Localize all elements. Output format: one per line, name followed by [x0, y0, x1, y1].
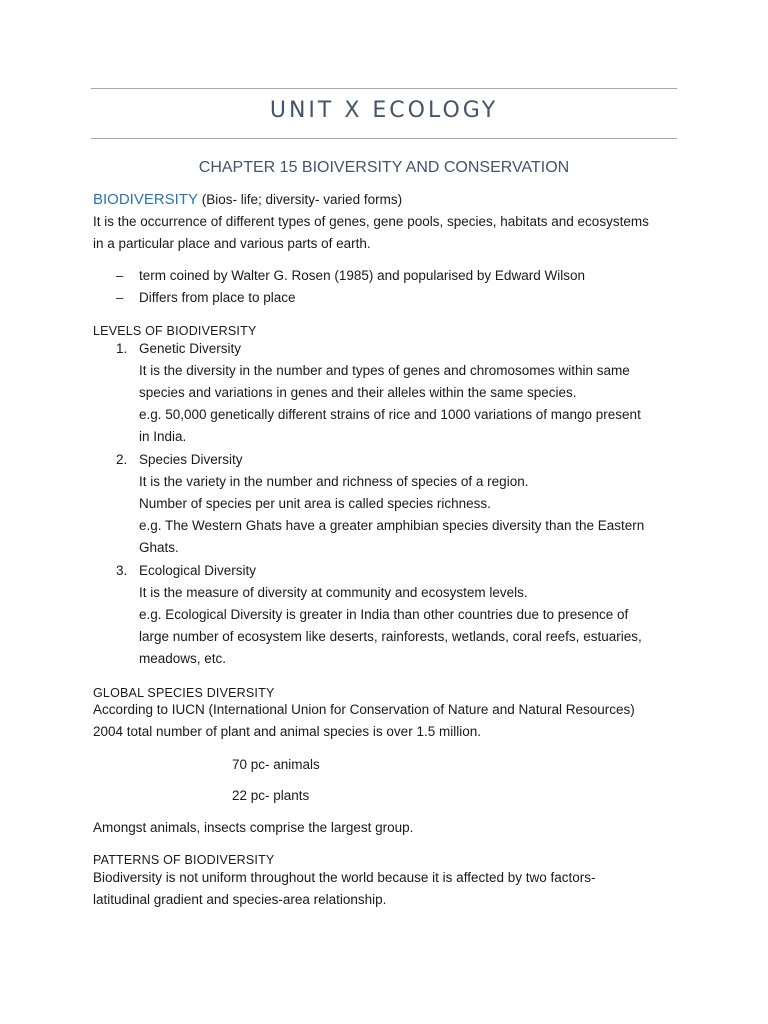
- biodiversity-term: BIODIVERSITY: [93, 191, 199, 208]
- global-line-2: 2004 total number of plant and animal species is over 1.5 million.: [93, 724, 481, 739]
- biodiversity-heading-line: [93, 191, 402, 209]
- level-title: Ecological Diversity: [139, 563, 257, 578]
- level-text-line: e.g. 50,000 genetically different strains of rice and 1000 variations of mango present: [139, 407, 641, 422]
- stat-animals: 70 pc- animals: [232, 757, 320, 772]
- bullet-item: Differs from place to place: [139, 290, 296, 305]
- level-text-line: Ghats.: [139, 540, 179, 555]
- list-number: 1.: [116, 341, 128, 356]
- insects-line: Amongst animals, insects comprise the largest group.: [93, 820, 414, 835]
- level-text-line: It is the variety in the number and richness of species of a region.: [139, 474, 529, 489]
- level-text-line: It is the diversity in the number and types of genes and chromosomes within same: [139, 363, 630, 378]
- bullet-item: term coined by Walter G. Rosen (1985) and popularised by Edward Wilson: [139, 268, 585, 283]
- bullet-dash-icon: –: [116, 268, 124, 283]
- patterns-line-1: Biodiversity is not uniform throughout the world because it is affected by two factors-: [93, 870, 596, 885]
- unit-title: UNIT X ECOLOGY: [269, 98, 499, 123]
- title-bottom-rule: [91, 138, 677, 139]
- bullet-dash-icon: –: [116, 290, 124, 305]
- levels-heading: LEVELS OF BIODIVERSITY: [93, 324, 257, 338]
- level-text-line: in India.: [139, 429, 187, 444]
- stat-plants: 22 pc- plants: [232, 788, 310, 803]
- global-heading: GLOBAL SPECIES DIVERSITY: [93, 686, 275, 700]
- definition-line-1: It is the occurrence of different types of genes, gene pools, species, habitats and ecosystems: [93, 214, 649, 229]
- level-text-line: large number of ecosystem like deserts, rainforests, wetlands, coral reefs, estuaries,: [139, 629, 642, 644]
- level-text-line: species and variations in genes and their alleles within the same species.: [139, 385, 577, 400]
- level-title: Species Diversity: [139, 452, 243, 467]
- level-text-line: Number of species per unit area is called species richness.: [139, 496, 491, 511]
- patterns-line-2: latitudinal gradient and species-area relationship.: [93, 892, 387, 907]
- patterns-heading: PATTERNS OF BIODIVERSITY: [93, 853, 275, 867]
- list-number: 2.: [116, 452, 128, 467]
- chapter-title: CHAPTER 15 BIOIVERSITY AND CONSERVATION: [198, 159, 570, 176]
- level-text-line: e.g. Ecological Diversity is greater in India than other countries due to presence of: [139, 607, 629, 622]
- list-number: 3.: [116, 563, 128, 578]
- global-line-1: According to IUCN (International Union for Conservation of Nature and Natural Resources): [93, 702, 635, 717]
- definition-line-2: in a particular place and various parts of earth.: [93, 236, 371, 251]
- level-text-line: e.g. The Western Ghats have a greater amphibian species diversity than the Eastern: [139, 518, 645, 533]
- top-rule: [91, 88, 677, 89]
- biodiversity-gloss: (Bios- life; diversity- varied forms): [198, 192, 403, 207]
- level-text-line: meadows, etc.: [139, 651, 227, 666]
- level-text-line: It is the measure of diversity at community and ecosystem levels.: [139, 585, 528, 600]
- level-title: Genetic Diversity: [139, 341, 242, 356]
